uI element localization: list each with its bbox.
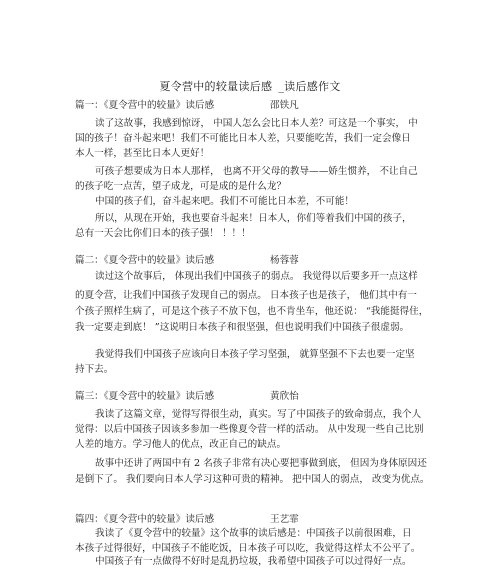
paragraph-line: 读过这个故事后， 体现出我们中国孩子的弱点。 我觉得以后要多开一点这样 bbox=[95, 271, 418, 282]
paragraph-line: 国的孩子！奋斗起来吧！我们不可能比日本人差，只要能吃苦，我们一定会像日 bbox=[75, 133, 411, 144]
paragraph-line: 读了这故事，我感到惊讶， 中国人怎么会比日本人差？可这是一个事实， 中 bbox=[95, 118, 418, 129]
section-heading: 篇二：《夏令营中的较量》读后感 bbox=[75, 255, 215, 266]
section-heading: 篇三：《夏令营中的较量》读后感 bbox=[75, 391, 215, 402]
paragraph-line: 个孩子照样生病了，可是这个孩子不放下包，也不肯坐车，他还说： “我能挺得住， bbox=[75, 306, 429, 317]
paragraph-line: 我一定要走到底！ ”这说明日本孩子和很坚强，但也说明我们中国孩子很虚弱。 bbox=[75, 322, 410, 333]
paragraph-line: 的孩子吃一点苦，望子成龙，可是成的是什么龙？ bbox=[75, 181, 287, 192]
paragraph-line: 本人一样，甚至比日本人更好！ bbox=[75, 148, 210, 159]
paragraph-line: 持下去。 bbox=[75, 364, 114, 375]
section-heading: 篇一：《夏令营中的较量》读后感 bbox=[75, 100, 215, 111]
paragraph-line: 是倒下了。 我们要向日本人学习这种可贵的精神。 把中国人的弱点， 改变为优点。 bbox=[75, 474, 430, 485]
paragraph-line: 所以，从现在开始，我也要奋斗起来！日本人，你们等着我们中国的孩子， bbox=[95, 213, 412, 224]
paragraph-line: 人差的地方。学习他人的优点，改正自己的缺点。 bbox=[75, 439, 287, 450]
section-author: 黄欣怡 bbox=[270, 391, 299, 402]
paragraph-line: 总有一天会比你们日本的孩子强！ ！！！ bbox=[75, 228, 251, 239]
paragraph-line: 觉得：以后中国孩子因该多参加一些像夏令营一样的活动。 从中发现一些自己比别 bbox=[75, 424, 424, 435]
paragraph-line: 本孩子过得很好，中国孩子不能吃饭，日本孩子可以吃，我觉得这样太不公平了。 bbox=[75, 543, 421, 554]
document-title bbox=[0, 78, 500, 94]
paragraph-line: 中国孩子有一点做得不好时是乱扔垃圾，我希望中国孩子可以过得好一点。 bbox=[95, 556, 412, 567]
paragraph-line: 我读了《夏令营中的较量》这个故事的读后感是：中国孩子以前很困难，日 bbox=[95, 528, 412, 539]
section-3-head bbox=[75, 389, 415, 404]
paragraph-line: 的夏令营，让我们中国孩子发现自己的弱点。 日本孩子也是孩子， 他们其中有一 bbox=[75, 290, 417, 301]
section-author: 邵铁凡 bbox=[270, 100, 299, 111]
section-4-head bbox=[75, 512, 415, 527]
paragraph-line: 我觉得我们中国孩子应该向日本孩子学习坚强， 就算坚强不下去也要一定坚 bbox=[95, 349, 415, 360]
paragraph-line: 我读了这篇文章，觉得写得很生动，真实。写了中国孩子的致命弱点，我个人 bbox=[95, 409, 422, 420]
section-2-head bbox=[75, 253, 415, 268]
paragraph-line: 可孩子想要成为日本人那样， 也离不开父母的教导——娇生惯养， 不让自己 bbox=[95, 166, 418, 177]
section-1-head bbox=[75, 98, 415, 113]
title-sub: _读后感作文 bbox=[278, 80, 341, 93]
section-author: 杨蓉蓉 bbox=[270, 255, 299, 266]
section-author: 王艺霏 bbox=[270, 514, 299, 525]
title-main: 夏令营中的较量读后感 bbox=[159, 80, 273, 93]
paragraph-line: 中国的孩子们，奋斗起来吧。我们不可能比日本差，不可能！ bbox=[95, 196, 355, 207]
section-heading: 篇四：《夏令营中的较量》读后感 bbox=[75, 514, 215, 525]
paragraph-line: 故事中还讲了两国中有 2 名孩子非常有决心要把事做到底， 但因为身体原因还 bbox=[95, 458, 427, 469]
